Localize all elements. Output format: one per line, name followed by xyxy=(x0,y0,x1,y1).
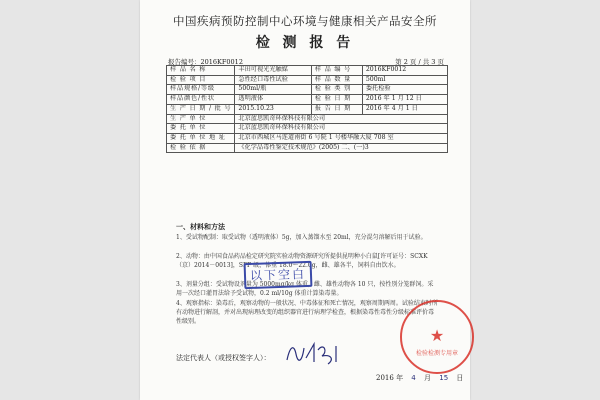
info-value: 2015.10.23 xyxy=(235,104,311,114)
info-key: 检 验 日 期 xyxy=(311,95,362,105)
section-title: 一、材料和方法 xyxy=(176,222,225,231)
official-seal xyxy=(400,300,474,374)
paragraph-2: 2、动物：由中国食品药品检定研究院实验动物资源研究所提供昆明种小白鼠[许可证号：SCXK（京）2014－0013]，SPF 级，体重 18.0～22.0g，雌、雄各半，饲料自由饮水。 xyxy=(176,253,428,269)
report-page xyxy=(140,0,470,400)
info-value: 500ml/瓶 xyxy=(235,85,311,95)
info-value: 丰田可视光光触媒 xyxy=(235,66,311,76)
info-value: 急性经口毒性试验 xyxy=(235,75,311,85)
seal-text: 检验检测专用章 xyxy=(415,350,458,357)
date-year: 2016 xyxy=(376,374,394,382)
info-key: 检 验 依 据 xyxy=(167,143,235,153)
info-value: 《化学品毒性鉴定技术规范》(2005) 二、(一)3 xyxy=(235,143,448,153)
info-key: 检 验 项 目 xyxy=(167,75,235,85)
info-key: 样 品 数 量 xyxy=(311,75,362,85)
date-day: 15 xyxy=(439,374,449,382)
page-info: 第 2 页 / 共 3 页 xyxy=(395,58,444,66)
info-row xyxy=(167,114,448,124)
info-key: 委 托 单 位 xyxy=(167,124,235,134)
info-value: 2016 年 4 月 1 日 xyxy=(362,104,447,114)
date-day-unit: 日 xyxy=(456,374,464,382)
info-row xyxy=(167,104,448,114)
info-key: 生 产 日 期 / 批 号 xyxy=(167,104,235,114)
info-table xyxy=(166,65,448,153)
info-value: 委托检验 xyxy=(362,85,447,95)
report-number: 报告编号：2016KF0012 xyxy=(168,58,243,66)
info-key: 检 验 类 别 xyxy=(311,85,362,95)
info-row xyxy=(167,133,448,143)
info-value: 北京蓝思凯奇环保科技有限公司 xyxy=(235,114,448,124)
info-row xyxy=(167,95,448,105)
info-value: 2016 年 1 月 12 日 xyxy=(362,95,447,105)
paragraph-3: 3、剂量分组：受试物设剂量为 5000mg/kg 体重，雌、雄性动物各 10 只，按性别分笼群饲。采用一次经口灌胃法给予受试物，0.2 ml/10g 体重计算染毒量。 xyxy=(176,281,434,297)
info-row xyxy=(167,66,448,76)
info-value: 北京蓝思凯奇环保科技有限公司 xyxy=(235,124,448,134)
paragraph-4: 4、观察指标：染毒后，观察动物的一般状况、中毒体征和死亡情况，观察周期两周。试验结束时所有动物进行解剖，并对出现病理改变的组织器官进行病理学检查，根据染毒性毒性分级标准评价毒性级别。 xyxy=(176,300,438,325)
info-key: 样品规格/等级 xyxy=(167,85,235,95)
info-value: 透明液体 xyxy=(235,95,311,105)
paragraph-1: 1、受试物配制：取受试物（透明液体）5g，加入蒸馏水至 20ml，充分混匀溶解后用于试验。 xyxy=(176,234,427,241)
seal-star-icon: ★ xyxy=(429,326,445,345)
date-year-unit: 年 xyxy=(396,374,404,382)
signature-label: 法定代表人（或授权签字人）： xyxy=(176,354,271,362)
info-value: 500ml xyxy=(362,75,447,85)
info-key: 样 品 名 称 xyxy=(167,66,235,76)
info-row xyxy=(167,85,448,95)
info-row xyxy=(167,143,448,153)
info-row xyxy=(167,75,448,85)
report-date xyxy=(376,373,463,383)
info-key: 样 品 编 号 xyxy=(311,66,362,76)
blank-below-stamp: 以下空白 xyxy=(244,261,313,289)
signature-mark xyxy=(284,340,344,366)
date-month: 4 xyxy=(411,374,416,382)
info-row xyxy=(167,124,448,134)
organization-name: 中国疾病预防控制中心环境与健康相关产品安全所 xyxy=(173,14,437,28)
signature xyxy=(284,340,344,370)
info-key: 委 托 单 位 地 址 xyxy=(167,133,235,143)
info-value: 北京市西城区马连道南街 6 号院 1 号楼华融大厦 708 室 xyxy=(235,133,448,143)
info-value: 2016KF0012 xyxy=(362,66,447,76)
date-month-unit: 月 xyxy=(424,374,431,382)
info-key: 样品颜色/性状 xyxy=(167,95,235,105)
info-key: 报 告 日 期 xyxy=(311,104,362,114)
info-key: 生 产 单 位 xyxy=(167,114,235,124)
page-title: 检 测 报 告 xyxy=(255,35,355,51)
